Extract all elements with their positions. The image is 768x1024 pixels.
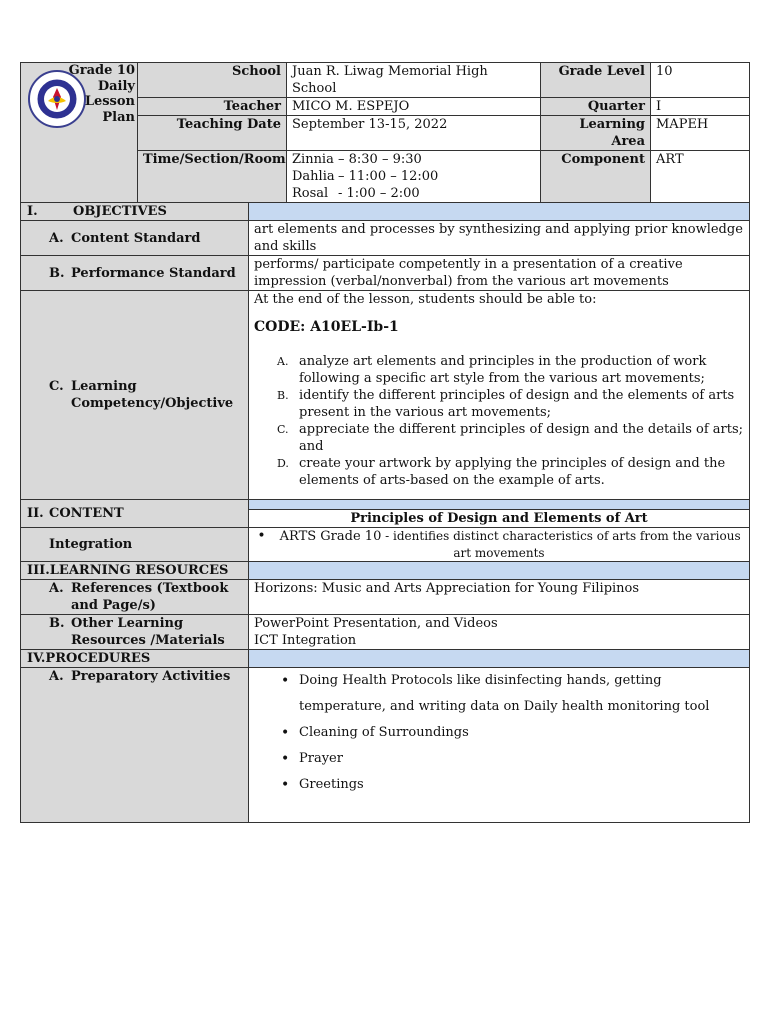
content-standard-label [21,221,249,256]
learning-area-value: MAPEH [651,116,750,151]
preparatory-item: • Greetings [299,772,744,798]
quarter-value: I [651,98,750,116]
grade-level-value: 10 [651,63,750,98]
preparatory-list [254,668,744,798]
teaching-date-value: September 13-15, 2022 [287,116,541,151]
integration-text: - identifies distinct characteristics of arts from the various art movements [381,529,741,560]
quarter-label: Quarter [541,98,651,116]
competency-label [21,291,249,500]
item-label-continued: Resources /Materials [71,633,225,648]
time-section-room-label: Time/Section/Room [138,151,287,220]
performance-standard-row [21,256,750,291]
header-table [20,62,750,220]
objective-list [254,353,744,489]
schedule-time: – 8:30 – 9:30 [338,152,422,167]
section-number: IV. [27,651,46,666]
school-value: Juan R. Liwag Memorial High School [287,63,541,98]
item-letter: B. [49,265,65,281]
other-resources-line: PowerPoint Presentation, and Videos [254,616,498,631]
other-resources-line: ICT Integration [254,633,357,648]
item-letter: C. [49,379,64,394]
preparatory-item: • Prayer [299,746,744,772]
performance-standard-label [21,256,249,291]
objective-item [277,353,744,387]
section-title-objectives [21,203,249,221]
section-title-procedures [21,650,249,668]
item-label: Learning [71,379,137,394]
objective-marker: D. [277,457,289,470]
section-title-resources [21,562,249,580]
objective-marker: C. [277,423,289,436]
teaching-date-label: Teaching Date [138,116,287,151]
integration-content [249,528,750,562]
item-letter: A. [49,581,64,596]
lesson-plan-table [20,202,750,823]
item-label: Content Standard [71,230,201,246]
resources-header-row [21,562,750,580]
schedule-row [292,185,535,202]
dlp-title [67,63,135,125]
item-label-continued: Competency/Objective [71,396,234,411]
other-resources-row [21,615,750,650]
schedule-section: Zinnia [292,152,334,167]
schedule-section: Dahlia [292,169,335,184]
references-row [21,580,750,615]
objective-text: analyze art elements and principles in the production of work following a specific art style from the various art movements; [299,354,707,386]
section-number: III. [27,563,50,578]
objective-marker: A. [277,355,289,368]
grade-level-label: Grade Level [541,63,651,98]
dlp-title-line: Lesson [84,94,135,109]
item-label: References (Textbook [71,581,229,596]
integration-label: Integration [21,528,249,562]
schedule-section: Rosal [292,186,329,201]
section-title-text: CONTENT [49,506,124,521]
other-resources-content [249,615,750,650]
dlp-title-line: Grade 10 [68,63,135,78]
component-value: ART [651,151,750,220]
bullet-icon: • [257,528,266,544]
section-title-text: PROCEDURES [45,651,151,666]
preparatory-item: • Cleaning of Surroundings [299,720,744,746]
section-title-text: OBJECTIVES [73,204,167,219]
resources-header-fill [249,562,750,580]
references-text: Horizons: Music and Arts Appreciation for Young Filipinos [249,580,750,615]
school-label: School [138,63,287,98]
preparatory-row [21,668,750,823]
performance-standard-text: performs/ participate competently in a presentation of a creative impression (verbal/nonverbal) from the various art movements [249,256,750,291]
objective-item [277,387,744,421]
objective-text: appreciate the different principles of design and the details of arts; and [299,422,744,454]
objectives-header-fill [249,203,750,221]
objective-text: create your artwork by applying the principles of design and the elements of arts-based on the example of arts. [299,456,726,488]
schedule-row [292,168,535,185]
other-resources-label [21,615,249,650]
component-label: Component [541,151,651,220]
item-label: Preparatory Activities [71,669,231,684]
content-header-fill [249,500,750,510]
competency-intro: At the end of the lesson, students should be able to: [254,292,597,307]
integration-subject: ARTS Grade 10 [279,529,382,544]
section-title-text: LEARNING RESOURCES [49,563,229,578]
teacher-value: MICO M. ESPEJO [287,98,541,116]
item-label: Other Learning [71,616,184,631]
item-label-continued: and Page/s) [71,598,156,613]
content-header-row [21,500,750,510]
teacher-label: Teacher [138,98,287,116]
objectives-header-row [21,203,750,221]
section-number: II. [27,506,44,521]
logo-title-cell [21,63,138,220]
competency-code: CODE: A10EL-Ib-1 [254,319,399,335]
competency-row [21,291,750,500]
objective-marker: B. [277,389,289,402]
content-standard-row [21,221,750,256]
item-letter: B. [49,616,65,631]
preparatory-content [249,668,750,823]
schedule-row [292,151,535,168]
item-label: Performance Standard [71,265,236,281]
item-letter: A. [49,230,64,246]
schedule-time: - 1:00 – 2:00 [338,186,420,201]
preparatory-item: • Doing Health Protocols like disinfecting hands, getting temperature, and writing data on Daily health monitoring tool [299,668,744,720]
section-title-content [21,500,249,528]
section-number: I. [27,204,38,219]
preparatory-label [21,668,249,823]
objective-text: identify the different principles of design and the elements of arts present in the various art movements; [299,388,735,420]
item-letter: A. [49,669,64,684]
procedures-header-row [21,650,750,668]
objective-item [277,421,744,455]
dlp-title-line: Daily [97,78,135,94]
content-topic: Principles of Design and Elements of Art [249,510,750,528]
objective-item [277,455,744,489]
competency-content [249,291,750,500]
dlp-title-line: Plan [102,109,135,125]
references-label [21,580,249,615]
content-standard-text: art elements and processes by synthesizing and applying prior knowledge and skills [249,221,750,256]
learning-area-label: Learning Area [541,116,651,151]
integration-row [21,528,750,562]
schedule-time: – 11:00 – 12:00 [338,169,439,184]
procedures-header-fill [249,650,750,668]
